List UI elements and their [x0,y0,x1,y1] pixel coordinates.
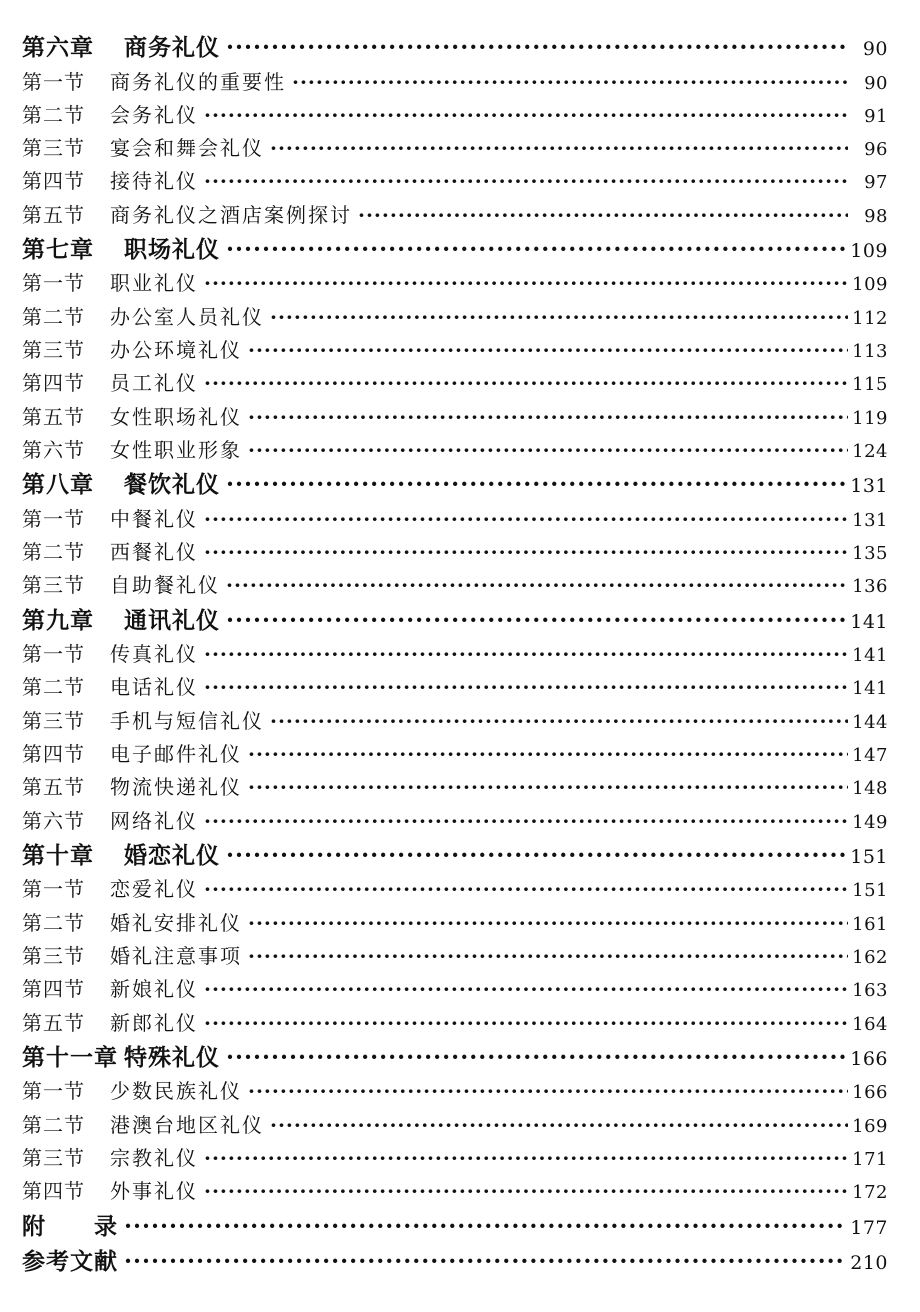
page-number: 148 [852,778,888,800]
entry-number: 第六章 [22,34,94,61]
toc-section-entry[interactable] [22,873,888,906]
toc-chapter-entry[interactable] [22,1040,888,1076]
toc-chapter-entry[interactable] [22,232,888,268]
page-number: 162 [852,947,888,969]
entry-title: 手机与短信礼仪 [110,708,264,733]
toc-section-entry[interactable] [22,334,888,367]
toc-section-entry[interactable] [22,1075,888,1108]
dot-leader [226,467,846,503]
toc-section-entry[interactable] [22,973,888,1006]
toc-section-entry[interactable] [22,805,888,838]
dot-leader [204,536,848,569]
entry-title: 新郎礼仪 [110,1010,198,1035]
entry-title: 少数民族礼仪 [110,1079,242,1104]
entry-number: 第七章 [22,235,94,263]
dot-leader [270,301,848,334]
dot-leader [248,434,848,467]
entry-number: 第三节 [22,944,85,969]
dot-leader [204,671,848,704]
entry-number: 第一节 [22,1079,85,1104]
entry-number: 第一节 [22,506,85,531]
page-number: 166 [850,1047,888,1070]
entry-number: 第二节 [22,540,85,565]
entry-number: 第四节 [22,371,85,396]
entry-title: 宗教礼仪 [110,1146,198,1171]
entry-number: 第五节 [22,775,85,800]
toc-chapter-entry[interactable] [22,30,888,66]
page-number: 135 [852,543,888,565]
dot-leader [204,638,848,671]
entry-title: 商务礼仪之酒店案例探讨 [110,202,352,227]
toc-section-entry[interactable] [22,503,888,536]
entry-title: 婚恋礼仪 [124,841,220,869]
entry-title: 附 录 [22,1212,118,1240]
entry-number: 第五节 [22,1010,85,1035]
page-number: 141 [852,645,888,667]
entry-number: 第十章 [22,841,94,869]
dot-leader [248,1075,848,1108]
dot-leader [292,66,848,99]
entry-number: 第二节 [22,910,85,935]
entry-title: 恋爱礼仪 [110,877,198,902]
page-number: 172 [852,1182,888,1204]
page-number: 141 [852,678,888,700]
entry-number: 第十一章 [22,1043,118,1071]
toc-section-entry[interactable] [22,99,888,132]
entry-title: 婚礼注意事项 [110,944,242,969]
toc-section-entry[interactable] [22,705,888,738]
toc-section-entry[interactable] [22,1007,888,1040]
entry-number: 第三节 [22,573,85,598]
entry-title: 会务礼仪 [110,102,198,127]
dot-leader [204,873,848,906]
entry-number: 第二节 [22,304,85,329]
toc-section-entry[interactable] [22,738,888,771]
entry-title: 婚礼安排礼仪 [110,910,242,935]
entry-number: 第二节 [22,1112,85,1137]
entry-title: 宴会和舞会礼仪 [110,136,264,161]
dot-leader [204,99,848,132]
toc-section-entry[interactable] [22,1109,888,1142]
dot-leader [248,334,848,367]
page-number: 161 [852,913,888,935]
entry-number: 第二节 [22,102,85,127]
toc-section-entry[interactable] [22,771,888,804]
dot-leader [270,705,848,738]
entry-title: 职场礼仪 [124,235,220,263]
toc-section-entry[interactable] [22,638,888,671]
dot-leader [226,569,848,602]
entry-number: 第三节 [22,136,85,161]
page-number: 147 [852,745,888,767]
dot-leader [226,232,846,268]
page-number: 97 [864,172,888,194]
dot-leader [248,771,848,804]
page-number: 144 [852,711,888,733]
dot-leader [248,738,848,771]
entry-title: 外事礼仪 [110,1179,198,1204]
entry-title: 物流快递礼仪 [110,775,242,800]
dot-leader [204,165,848,198]
dot-leader [204,267,848,300]
dot-leader [124,1244,846,1280]
entry-title: 办公环境礼仪 [110,338,242,363]
dot-leader [270,1109,848,1142]
entry-number: 第六节 [22,437,85,462]
page-number: 177 [850,1216,888,1239]
entry-number: 第五节 [22,404,85,429]
entry-number: 第九章 [22,606,94,634]
toc-section-entry[interactable] [22,66,888,99]
page-number: 90 [862,38,888,60]
entry-title: 商务礼仪 [124,34,220,61]
entry-title: 女性职业形象 [110,437,242,462]
page-number: 131 [850,475,888,498]
page-number: 169 [852,1115,888,1137]
toc-section-entry[interactable] [22,367,888,400]
entry-title: 新娘礼仪 [110,977,198,1002]
dot-leader [226,1040,846,1076]
entry-title: 中餐礼仪 [110,506,198,531]
entry-title: 传真礼仪 [110,642,198,667]
entry-number: 第一节 [22,877,85,902]
dot-leader [204,973,848,1006]
page-number: 210 [850,1252,888,1275]
dot-leader [124,1209,846,1245]
entry-number: 第八章 [22,471,94,499]
dot-leader [226,30,848,66]
dot-leader [204,1142,848,1175]
dot-leader [358,199,848,232]
dot-leader [204,1175,848,1208]
dot-leader [204,367,848,400]
entry-number: 第六节 [22,808,85,833]
page-number: 112 [852,307,888,329]
dot-leader [204,805,848,838]
dot-leader [226,603,846,639]
toc-chapter-entry[interactable] [22,1244,888,1280]
page-number: 98 [864,205,888,227]
entry-number: 第五节 [22,202,85,227]
entry-number: 第一节 [22,642,85,667]
page-number: 96 [864,139,888,161]
page-number: 90 [864,72,888,94]
dot-leader [248,401,848,434]
entry-title: 电子邮件礼仪 [110,742,242,767]
toc-chapter-entry[interactable] [22,603,888,639]
entry-title: 女性职场礼仪 [110,404,242,429]
toc-section-entry[interactable] [22,165,888,198]
page-number: 91 [864,105,888,127]
dot-leader [248,907,848,940]
page-number: 115 [852,374,888,396]
page-number: 164 [852,1013,888,1035]
page-number: 151 [852,880,888,902]
toc-chapter-entry[interactable] [22,1209,888,1245]
entry-number: 第四节 [22,742,85,767]
entry-number: 第三节 [22,708,85,733]
toc-section-entry[interactable] [22,434,888,467]
entry-number: 第三节 [22,1146,85,1171]
toc-chapter-entry[interactable] [22,838,888,874]
page-number: 141 [850,610,888,633]
entry-number: 第三节 [22,338,85,363]
toc-section-entry[interactable] [22,401,888,434]
entry-number: 第一节 [22,271,85,296]
entry-title: 参考文献 [22,1248,118,1276]
entry-title: 特殊礼仪 [124,1043,220,1071]
entry-title: 接待礼仪 [110,169,198,194]
toc-section-entry[interactable] [22,569,888,602]
dot-leader [270,132,848,165]
entry-title: 商务礼仪的重要性 [110,69,286,94]
entry-title: 通讯礼仪 [124,606,220,634]
entry-number: 第四节 [22,169,85,194]
page-number: 109 [852,274,888,296]
page-number: 113 [852,341,888,363]
page-number: 151 [850,845,888,868]
toc-section-entry[interactable] [22,671,888,704]
page-number: 149 [852,811,888,833]
page-number: 166 [852,1082,888,1104]
toc-chapter-entry[interactable] [22,467,888,503]
toc-section-entry[interactable] [22,907,888,940]
toc-section-entry[interactable] [22,536,888,569]
dot-leader [248,940,848,973]
entry-title: 职业礼仪 [110,271,198,296]
page-number: 163 [852,980,888,1002]
dot-leader [204,1007,848,1040]
toc-section-entry[interactable] [22,199,888,232]
entry-number: 第四节 [22,1179,85,1204]
toc-section-entry[interactable] [22,1142,888,1175]
page-number: 136 [852,576,888,598]
page-number: 171 [852,1149,888,1171]
toc-section-entry[interactable] [22,1175,888,1208]
entry-title: 西餐礼仪 [110,540,198,565]
toc-section-entry[interactable] [22,132,888,165]
entry-title: 港澳台地区礼仪 [110,1112,264,1137]
dot-leader [226,838,846,874]
toc-section-entry[interactable] [22,267,888,300]
toc-section-entry[interactable] [22,940,888,973]
page-number: 109 [850,239,888,262]
entry-number: 第四节 [22,977,85,1002]
entry-number: 第二节 [22,675,85,700]
table-of-contents [22,30,888,1280]
entry-title: 自助餐礼仪 [110,573,220,598]
entry-title: 办公室人员礼仪 [110,304,264,329]
entry-title: 员工礼仪 [110,371,198,396]
toc-section-entry[interactable] [22,301,888,334]
page-number: 131 [852,509,888,531]
dot-leader [204,503,848,536]
page-number: 119 [852,407,888,429]
entry-title: 电话礼仪 [110,675,198,700]
entry-number: 第一节 [22,69,85,94]
entry-title: 网络礼仪 [110,808,198,833]
page-number: 124 [852,440,888,462]
entry-title: 餐饮礼仪 [124,471,220,499]
